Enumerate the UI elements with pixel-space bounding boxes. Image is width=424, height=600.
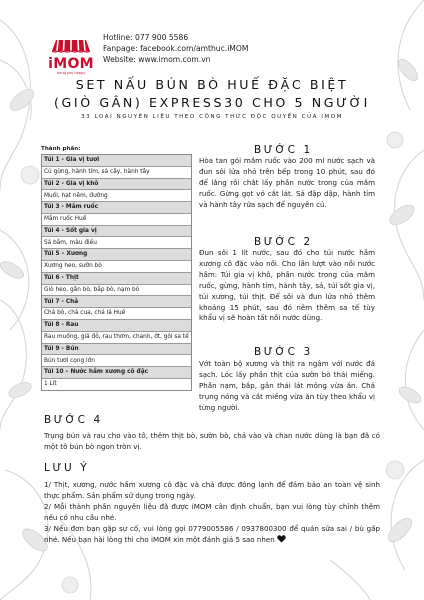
step2-heading: BƯỚC 2 — [254, 236, 313, 248]
ingredient-group-row: Túi 3 - Mắm ruốc — [42, 202, 191, 214]
note-2: 2/ Mỗi thành phần nguyên liệu đã được iMOM cân định chuẩn, bạn vui lòng tùy chỉnh thêm nếu có nhu cầu nhé. — [44, 501, 380, 522]
ingredient-group-row: Túi 2 - Gia vị khô — [42, 179, 191, 191]
ingredient-item-row: Bún tươi cọng lớn — [42, 355, 191, 367]
notes-heading: LƯU Ý — [44, 462, 90, 474]
logo-text: iMOM — [48, 56, 94, 72]
ingredient-group-row: Túi 6 - Thịt — [42, 273, 191, 285]
ingredients-table — [41, 154, 192, 391]
ingredient-group-row: Túi 8 - Rau — [42, 320, 191, 332]
fanpage-link[interactable]: Fanpage: facebook.com/amthuc.iMOM — [103, 44, 249, 53]
ingredient-group-row: Túi 7 - Chả — [42, 296, 191, 308]
ingredient-item-row: Giò heo, gân bò, bắp bò, nạm bò — [42, 285, 191, 297]
ingredient-item-row: Muối, hạt nêm, đường — [42, 190, 191, 202]
contact-block — [103, 32, 248, 65]
step4-heading: BƯỚC 4 — [44, 414, 103, 426]
heart-icon — [277, 535, 286, 543]
ingredient-item-row: 1 Lít — [44, 381, 57, 388]
step4-text: Trụng bún và rau cho vào tô, thêm thịt bò, sườn bò, chả vào và chan nước dùng là bạn đã có một tô bún bò ngon tròn vị. — [44, 431, 380, 451]
ingredient-item-row: Sả bằm, màu điều — [42, 237, 191, 249]
hotline: Hotline: 077 900 5586 — [103, 33, 189, 42]
ingredient-group-row: Túi 5 – Xương — [42, 249, 191, 261]
step3-heading: BƯỚC 3 — [254, 346, 313, 358]
ingredient-item-row: Rau muống, giá đỗ, rau thơm, chanh, ớt, gói sa tế — [42, 332, 191, 344]
page-title-line2: (GIÒ GÂN) EXPRESS30 CHO 5 NGƯỜI — [54, 95, 370, 110]
page-subtitle: 33 LOẠI NGUYÊN LIỆU THEO CÔNG THỨC ĐỘC QUYỀN CỦA IMOM — [81, 114, 343, 120]
note-3 — [44, 524, 380, 546]
ingredient-item-row: Củ gừng, hành tím, sả cây, hành tây — [42, 167, 191, 179]
step3-text: Vớt toàn bộ xương và thịt ra ngâm với nước đá sạch. Lóc lấy phần thịt của sườn bò thái miếng. Phần nạm, bắp, gân thái lát mỏng vừa ăn. Chả trụng nóng và cắt miếng vừa ăn tùy theo khẩu vị từng người. — [199, 359, 375, 412]
awning-icon — [46, 37, 96, 53]
notes-block — [44, 480, 380, 545]
website-link[interactable]: Website: www.imom.com.vn — [103, 55, 211, 64]
step1-text: Hòa tan gói mắm ruốc vào 200 ml nước sạch và đun sôi lửa nhỏ trên bếp trong 10 phút, sau đó để lắng rồi chắt lấy phần nước trong của mắm ruốc. Gừng gọt vỏ cắt lát. Sả đập dập, hành tím và hành tây rửa sạch để nguyên củ. — [199, 156, 375, 209]
ingredient-group-row: Túi 1 - Gia vị tươi — [42, 155, 191, 167]
ingredients-heading: Thành phần: — [41, 146, 81, 152]
ingredient-group-row: Túi 9 - Bún — [42, 344, 191, 356]
ingredient-item-row: Xương heo, sườn bò — [42, 261, 191, 273]
ingredient-item-row: Chả bò, chả cua, chả lá Huế — [42, 308, 191, 320]
ingredient-group-row: Túi 10 – Nước hầm xương cô đặc — [42, 367, 191, 379]
step1-heading: BƯỚC 1 — [254, 144, 313, 156]
page-title-line1: SET NẤU BÚN BÒ HUẾ ĐẶC BIỆT — [75, 77, 349, 92]
logo-tagline: bring you happy — [56, 71, 86, 75]
note-1: 1/ Thịt, xương, nước hầm xương cô đặc và chả được đông lạnh để đảm bảo an toàn vệ sinh thực phẩm. Sản phẩm sử dụng trong ngày. — [44, 480, 380, 500]
brand-logo — [46, 37, 96, 76]
step2-text: Đun sôi 1 lít nước, sau đó cho túi nước hầm xương cô đặc vào nồi. Cho lần lượt vào nồi nước hầm: Túi gia vị khô, phần nước trong của mắm ruốc, gừng, hành tím, hành tây, sả, túi sốt gia vị, túi xương, túi thịt. Để sôi và đun lửa nhỏ thêm khoảng 15 phút, sau đó nêm thêm sa tế tùy khẩu vị sẽ hoàn tất nồi nước dùng. — [199, 248, 375, 323]
ingredient-item-row: Mắm ruốc Huế — [42, 214, 191, 226]
note-3-text: 3/ Nếu đơn bạn gặp sự cố, vui lòng gọi 0779005586 / 0937800300 để quán sửa sai / bù gấp nhé. Nếu bạn hài lòng thì cho iMOM xin một đánh giá 5 sao nhen — [44, 523, 380, 544]
ingredient-group-row: Túi 4 - Sốt gia vị — [42, 226, 191, 238]
